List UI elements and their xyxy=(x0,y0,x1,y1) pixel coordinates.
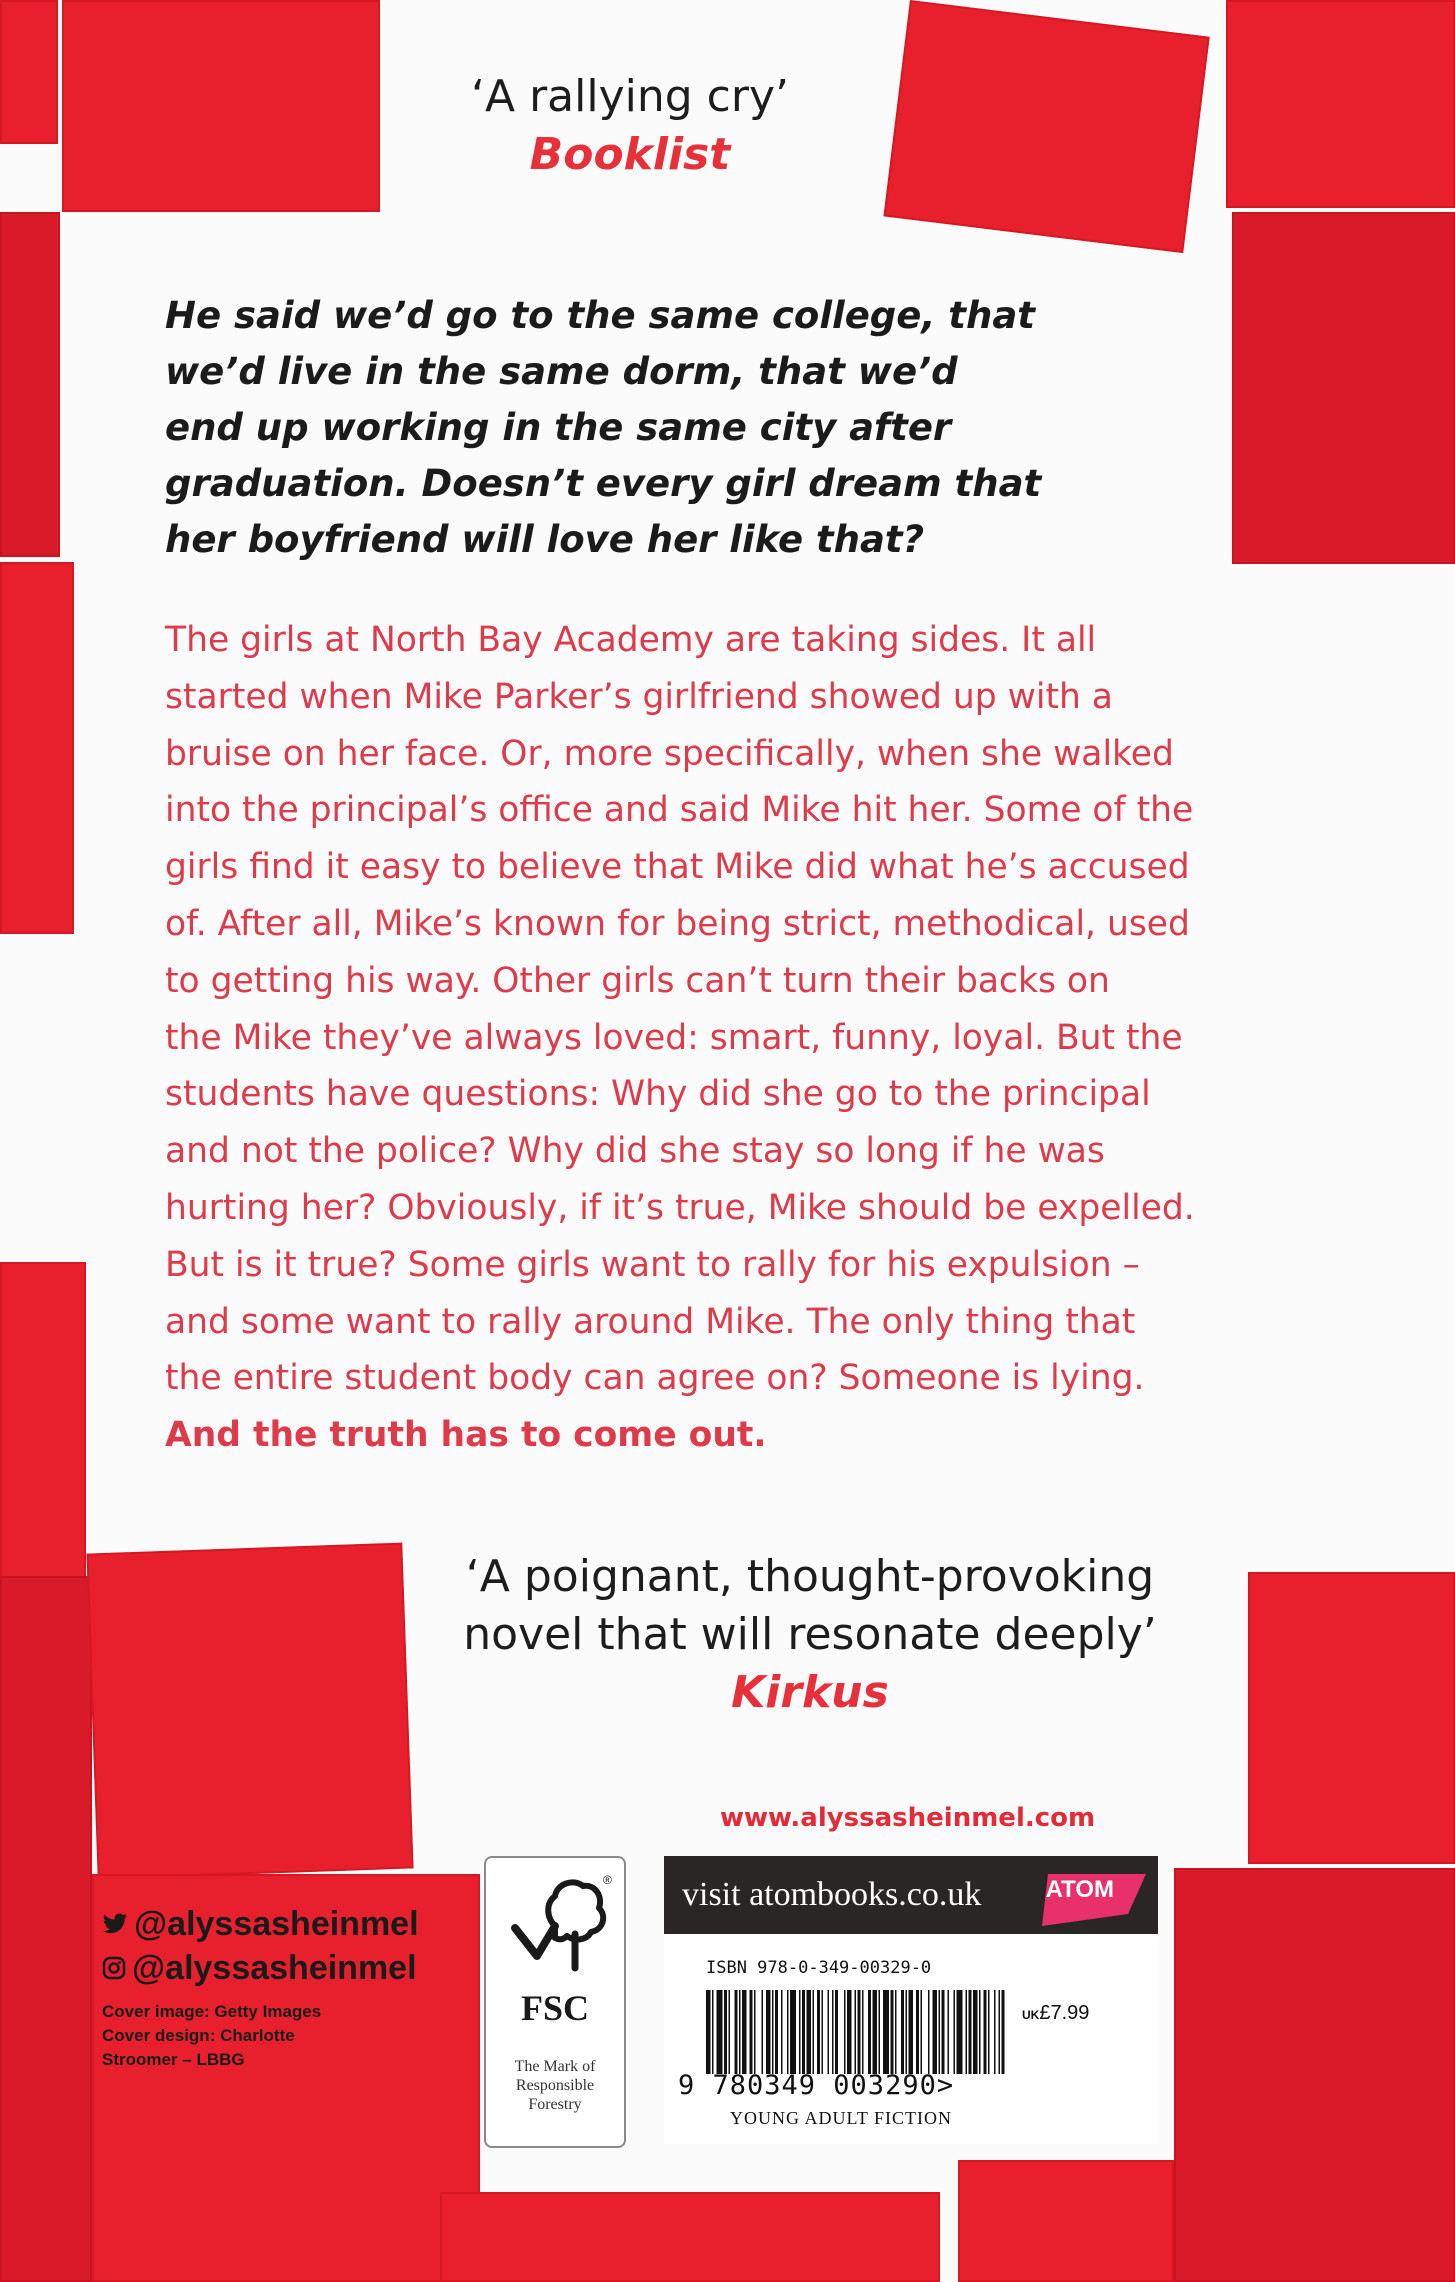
kirkus-quote xyxy=(380,1548,1240,1722)
pull-quote-line: we’d live in the same dorm, that we’d xyxy=(165,350,958,393)
instagram-icon xyxy=(102,1956,126,1980)
pull-quote-line: end up working in the same city after xyxy=(165,406,952,449)
red-square-left-3 xyxy=(0,1262,86,1580)
visit-atombooks-text: visit atombooks.co.uk xyxy=(682,1876,982,1913)
red-square-left-top xyxy=(0,0,58,144)
barcode-number: 9 780349 003290 xyxy=(678,2070,937,2101)
blurb-line: started when Mike Parker’s girlfriend showed up with a xyxy=(165,676,1113,717)
red-square-top-center xyxy=(883,0,1209,253)
price-value: £7.99 xyxy=(1039,2002,1090,2024)
pull-quote-line: her boyfriend will love her like that? xyxy=(165,518,925,561)
credit-line: Stroomer – LBBG xyxy=(102,2050,245,2069)
book-blurb xyxy=(165,612,1405,1464)
social-credits xyxy=(102,1902,462,2072)
red-square-right-3 xyxy=(1248,1572,1455,1864)
red-square-right-1 xyxy=(1226,0,1455,208)
red-square-right-4 xyxy=(1174,1868,1455,2282)
publisher-visit-bar[interactable] xyxy=(664,1856,1158,1934)
twitter-bird-icon xyxy=(102,1913,128,1935)
cover-credits xyxy=(102,2000,462,2072)
pull-quote xyxy=(165,288,1125,568)
blurb-line: bruise on her face. Or, more specifically, when she walked xyxy=(165,733,1174,774)
blurb-line: the Mike they’ve always loved: smart, funny, loyal. But the xyxy=(165,1017,1183,1058)
booklist-quote-text: ‘A rallying cry’ xyxy=(471,71,789,122)
atom-imprint-label: ATOM xyxy=(1045,1876,1114,1903)
price-prefix: UK xyxy=(1022,2008,1040,2022)
credit-line: Cover image: Getty Images xyxy=(102,2002,322,2021)
kirkus-quote-line: ‘A poignant, thought-provoking xyxy=(465,1551,1155,1602)
blurb-line: to getting his way. Other girls can’t turn their backs on xyxy=(165,960,1110,1001)
red-square-right-5 xyxy=(958,2160,1174,2282)
kirkus-quote-line: novel that will resonate deeply’ xyxy=(463,1609,1157,1660)
fsc-tree-checkmark-icon xyxy=(495,1868,615,1978)
blurb-line: the entire student body can agree on? Someone is lying. xyxy=(165,1358,1145,1399)
instagram-handle: @alyssasheinmel xyxy=(132,1948,417,1987)
red-square-right-2 xyxy=(1232,212,1455,564)
pull-quote-line: graduation. Doesn’t every girl dream that xyxy=(165,462,1042,505)
blurb-final-line: And the truth has to come out. xyxy=(165,1415,767,1456)
genre-label: YOUNG ADULT FICTION xyxy=(730,2108,953,2128)
red-square-left-2 xyxy=(0,562,74,934)
fsc-badge xyxy=(484,1856,626,2148)
blurb-line: students have questions: Why did she go to the principal xyxy=(165,1074,1151,1115)
pull-quote-line: He said we’d go to the same college, that xyxy=(165,294,1035,337)
instagram-handle-row[interactable] xyxy=(102,1946,462,1990)
booklist-quote xyxy=(380,68,880,184)
blurb-line: hurting her? Obviously, if it’s true, Mike should be expelled. xyxy=(165,1187,1195,1228)
barcode-digits xyxy=(678,2070,954,2101)
blurb-line: and some want to rally around Mike. The only thing that xyxy=(165,1301,1136,1342)
red-square-left-4 xyxy=(0,1576,92,2282)
blurb-line: girls find it easy to believe that Mike did what he’s accused xyxy=(165,847,1190,888)
blurb-line: of. After all, Mike’s known for being strict, methodical, used xyxy=(165,903,1190,944)
blurb-line: into the principal’s office and said Mike hit her. Some of the xyxy=(165,790,1194,831)
twitter-handle: @alyssasheinmel xyxy=(134,1904,419,1943)
red-square-left-1 xyxy=(0,212,60,557)
red-square-bottom-left xyxy=(86,1543,413,1880)
fsc-tagline: The Mark of Responsible Forestry xyxy=(514,2058,596,2113)
barcode-arrow: > xyxy=(936,2070,955,2101)
fsc-name: FSC xyxy=(520,1988,589,2028)
booklist-source: Booklist xyxy=(529,129,731,180)
isbn-label: ISBN 978-0-349-00329-0 xyxy=(706,1958,932,1978)
blurb-line: and not the police? Why did she stay so long if he was xyxy=(165,1131,1105,1172)
barcode-icon xyxy=(706,1990,1006,2074)
credit-line: Cover design: Charlotte xyxy=(102,2026,295,2045)
price-label xyxy=(1022,2002,1089,2025)
kirkus-source: Kirkus xyxy=(731,1667,889,1718)
barcode-panel xyxy=(664,1934,1158,2144)
twitter-handle-row[interactable] xyxy=(102,1902,462,1946)
blurb-line: The girls at North Bay Academy are taking sides. It all xyxy=(165,620,1097,660)
author-website-link[interactable]: www.alyssasheinmel.com xyxy=(720,1803,1096,1833)
fsc-registered-mark: ® xyxy=(603,1873,612,1887)
red-square-bottom-center xyxy=(440,2192,940,2282)
red-square-top-left xyxy=(62,0,380,212)
blurb-line: But is it true? Some girls want to rally for his expulsion – xyxy=(165,1244,1140,1285)
